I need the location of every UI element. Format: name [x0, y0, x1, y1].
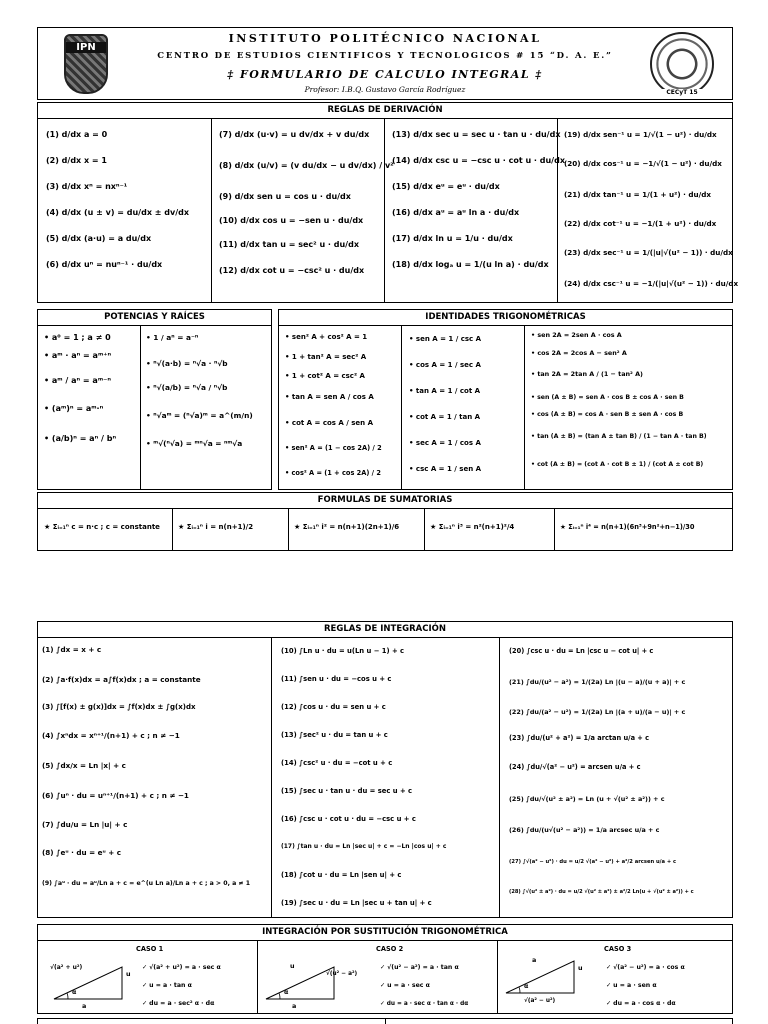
integral-14: (14) ∫csc² u · du = −cot u + c [281, 759, 393, 767]
integral-13: (13) ∫sec² u · du = tan u + c [281, 731, 388, 739]
case-2-hyp: u [290, 962, 295, 970]
integral-8: (8) ∫eᵘ · du = eᵘ + c [42, 848, 122, 857]
identity-3-3: • tan 2A = 2tan A / (1 − tan² A) [531, 369, 643, 379]
institute-name: INSTITUTO POLITÉCNICO NACIONAL [228, 32, 542, 45]
integral-26: (26) ∫du/(u√(u² − a²)) = 1/a arcsec u/a + c [509, 826, 660, 834]
formula-d18: (18) d/dx logₐ u = 1/(u ln a) · du/dx [392, 260, 549, 269]
formula-d16: (16) d/dx aᵘ = aᵘ ln a · du/dx [392, 208, 520, 217]
case-2-item-2: ✓ u = a · sec α [380, 981, 430, 991]
next-section-edge [37, 1018, 733, 1024]
formula-d12: (12) d/dx cot u = −csc² u · du/dx [219, 266, 365, 275]
summation-4: ★ Σᵢ₌₁ⁿ i³ = n²(n+1)²/4 [430, 522, 514, 532]
formula-d21: (21) d/dx tan⁻¹ u = 1/(1 + u²) · du/dx [564, 190, 712, 199]
case-3-opp: u [578, 964, 583, 972]
integration-title: REGLAS DE INTEGRACIÓN [38, 622, 732, 638]
identity-2-4: • cot A = 1 / tan A [409, 412, 480, 422]
case-2-item-3: ✓ du = a · sec α · tan α · dα [380, 999, 468, 1009]
summation-2: ★ Σᵢ₌₁ⁿ i = n(n+1)/2 [178, 522, 253, 532]
root-rule-1: • 1 / aⁿ = a⁻ⁿ [146, 333, 198, 343]
case-1-adj: a [82, 1002, 87, 1010]
formula-d3: (3) d/dx xⁿ = nxⁿ⁻¹ [46, 182, 128, 191]
identity-1-7: • cos² A = (1 + cos 2A) / 2 [285, 468, 381, 478]
integral-21: (21) ∫du/(u² − a²) = 1/(2a) Ln |(u − a)/(u + a)| + c [509, 678, 686, 686]
integral-24: (24) ∫du/√(a² − u²) = arcsen u/a + c [509, 763, 641, 771]
case-3-hyp: a [532, 956, 537, 964]
derivation-title: REGLAS DE DERIVACIÓN [38, 103, 732, 119]
identity-2-5: • sec A = 1 / cos A [409, 438, 481, 448]
formula-d8: (8) d/dx (u/v) = (v du/dx − u dv/dx) / v² [219, 161, 394, 170]
case-1-item-1: ✓ √(a² + u²) = a · sec α [142, 963, 221, 973]
identity-3-4: • sen (A ± B) = sen A · cos B ± cos A · sen B [531, 393, 684, 403]
derivation-rules [37, 102, 739, 303]
case-2-label: CASO 2 [376, 945, 404, 953]
root-rule-3: • ⁿ√(a/b) = ⁿ√a / ⁿ√b [146, 383, 227, 393]
formula-d23: (23) d/dx sec⁻¹ u = 1/(|u|√(u² − 1)) · du/dx [564, 248, 733, 257]
identity-2-1: • sen A = 1 / csc A [409, 334, 481, 344]
formula-d13: (13) d/dx sec u = sec u · tan u · du/dx [392, 130, 561, 139]
integral-12: (12) ∫cos u · du = sen u + c [281, 703, 386, 711]
powers-title: POTENCIAS Y RAÍCES [38, 310, 271, 326]
integral-17: (17) ∫tan u · du = Ln |sec u| + c = −Ln |cos u| + c [281, 843, 447, 850]
integration-rules [37, 621, 733, 918]
header-box [37, 27, 733, 100]
identity-1-6: • sen² A = (1 − cos 2A) / 2 [285, 443, 382, 453]
case-3-label: CASO 3 [604, 945, 632, 953]
summation-5: ★ Σᵢ₌₁ⁿ i⁴ = n(n+1)(6n³+9n²+n−1)/30 [560, 522, 694, 532]
identity-2-6: • csc A = 1 / sen A [409, 464, 481, 474]
integral-15: (15) ∫sec u · tan u · du = sec u + c [281, 787, 413, 795]
identity-1-5: • cot A = cos A / sen A [285, 418, 373, 428]
identity-3-7: • cot (A ± B) = (cot A · cot B ± 1) / (cot A ± cot B) [531, 460, 703, 470]
formula-d7: (7) d/dx (u·v) = u dv/dx + v du/dx [219, 130, 370, 139]
integral-10: (10) ∫Ln u · du = u(Ln u − 1) + c [281, 647, 405, 655]
identity-3-5: • cos (A ± B) = cos A · sen B ± sen A · cos B [531, 410, 683, 420]
next-section-divider [385, 1019, 386, 1024]
integral-22: (22) ∫du/(a² − u²) = 1/(2a) Ln |(a + u)/(a − u)| + c [509, 708, 686, 716]
identity-1-3: • 1 + cot² A = csc² A [285, 371, 365, 381]
formula-d10: (10) d/dx cos u = −sen u · du/dx [219, 216, 364, 225]
case-1-opp: u [126, 970, 131, 978]
integral-9: (9) ∫aᵘ · du = aᵘ/Ln a + c = e^(u Ln a)/Ln a + c ; a > 0, a ≠ 1 [42, 880, 251, 887]
summation-3: ★ Σᵢ₌₁ⁿ i² = n(n+1)(2n+1)/6 [294, 522, 399, 532]
formula-d15: (15) d/dx eᵘ = eᵘ · du/dx [392, 182, 500, 191]
formula-d11: (11) d/dx tan u = sec² u · du/dx [219, 240, 359, 249]
integral-2: (2) ∫a·f(x)dx = a∫f(x)dx ; a = constante [42, 675, 201, 684]
formula-d17: (17) d/dx ln u = 1/u · du/dx [392, 234, 513, 243]
formula-d5: (5) d/dx (a·u) = a du/dx [46, 234, 152, 243]
summation-1: ★ Σᵢ₌₁ⁿ c = n·c ; c = constante [44, 522, 160, 532]
identity-3-2: • cos 2A = 2cos A − sen² A [531, 348, 627, 358]
power-rule-5: • (a/b)ⁿ = aⁿ / bⁿ [44, 434, 116, 444]
formula-d6: (6) d/dx uⁿ = nuⁿ⁻¹ · du/dx [46, 260, 163, 269]
identity-2-2: • cos A = 1 / sec A [409, 360, 481, 370]
formula-d19: (19) d/dx sen⁻¹ u = 1/√(1 − u²) · du/dx [564, 130, 717, 139]
case-1-hyp: √(a² + u²) [50, 964, 83, 971]
power-rule-4: • (aᵐ)ⁿ = aᵐ·ⁿ [44, 404, 103, 414]
case-1-alpha: α [72, 988, 77, 996]
integral-3: (3) ∫[f(x) ± g(x)]dx = ∫f(x)dx ± ∫g(x)dx [42, 703, 196, 711]
integral-19: (19) ∫sec u · du = Ln |sec u + tan u| + c [281, 899, 432, 907]
root-rule-2: • ⁿ√(a·b) = ⁿ√a · ⁿ√b [146, 359, 228, 369]
case-1-item-3: ✓ du = a · sec² α · dα [142, 999, 214, 1009]
identity-3-6: • tan (A ± B) = (tan A ± tan B) / (1 − tan A · tan B) [531, 432, 707, 442]
case-3-alpha: α [524, 982, 529, 990]
formula-d22: (22) d/dx cot⁻¹ u = −1/(1 + u²) · du/dx [564, 219, 717, 228]
ipn-logo: IPN [64, 34, 108, 94]
formula-d14: (14) d/dx csc u = −csc u · cot u · du/dx [392, 156, 565, 165]
integral-7: (7) ∫du/u = Ln |u| + c [42, 820, 128, 829]
case-3-item-3: ✓ du = a · cos α · dα [606, 999, 676, 1009]
formula-d4: (4) d/dx (u ± v) = du/dx ± dv/dx [46, 208, 190, 217]
identities-col-1 [279, 326, 401, 489]
cecyt-logo: CECyT 15 [650, 32, 714, 96]
integral-28: (28) ∫√(u² ± a²) · du = u/2 √(u² ± a²) ± a²/2 Ln(u + √(u² ± a²)) + c [509, 889, 694, 895]
identity-1-1: • sen² A + cos² A = 1 [285, 332, 367, 342]
root-rule-4: • ⁿ√aᵐ = (ⁿ√a)ᵐ = a^(m/n) [146, 411, 253, 421]
formula-d20: (20) d/dx cos⁻¹ u = −1/√(1 − u²) · du/dx [564, 159, 722, 168]
identities-title: IDENTIDADES TRIGONOMÉTRICAS [279, 310, 732, 326]
root-rule-5: • ᵐ√(ⁿ√a) = ᵐⁿ√a = ⁿᵐ√a [146, 439, 242, 449]
case-3-triangle [504, 959, 576, 995]
integral-23: (23) ∫du/(u² + a²) = 1/a arctan u/a + c [509, 734, 650, 742]
integral-6: (6) ∫uⁿ · du = uⁿ⁺¹/(n+1) + c ; n ≠ −1 [42, 791, 189, 800]
power-rule-3: • aᵐ / aⁿ = aᵐ⁻ⁿ [44, 376, 111, 386]
case-2-adj: a [292, 1002, 297, 1010]
integral-1: (1) ∫dx = x + c [42, 645, 102, 654]
summation-title: FORMULAS DE SUMATORIAS [38, 493, 732, 509]
formula-d24: (24) d/dx csc⁻¹ u = −1/(|u|√(u² − 1)) · du/dx [564, 279, 739, 288]
identity-3-1: • sen 2A = 2sen A · cos A [531, 330, 622, 340]
case-3-adj: √(a² − u²) [524, 998, 556, 1004]
integral-16: (16) ∫csc u · cot u · du = −csc u + c [281, 815, 416, 823]
formula-d9: (9) d/dx sen u = cos u · du/dx [219, 192, 351, 201]
case-1-item-2: ✓ u = a · tan α [142, 981, 192, 991]
integral-5: (5) ∫dx/x = Ln |x| + c [42, 761, 126, 770]
summation-formulas [37, 492, 733, 551]
case-2-alpha: α [284, 988, 289, 996]
integral-27: (27) ∫√(a² − u²) · du = u/2 √(a² − u²) + a²/2 arcsen u/a + c [509, 859, 677, 865]
power-rule-2: • aᵐ · aⁿ = aᵐ⁺ⁿ [44, 351, 111, 361]
professor-name: Profesor: I.B.Q. Gustavo García Rodríguez [304, 85, 466, 94]
trig-identities [278, 309, 733, 490]
formula-d1: (1) d/dx a = 0 [46, 130, 108, 139]
powers-col-2 [140, 326, 273, 489]
identity-2-3: • tan A = 1 / cot A [409, 386, 480, 396]
derivation-col-4 [557, 119, 734, 302]
formula-d2: (2) d/dx x = 1 [46, 156, 107, 165]
integral-4: (4) ∫xⁿdx = xⁿ⁺¹/(n+1) + c ; n ≠ −1 [42, 731, 180, 740]
case-1-label: CASO 1 [136, 945, 164, 953]
power-rule-1: • a⁰ = 1 ; a ≠ 0 [44, 333, 111, 343]
powers-roots [37, 309, 272, 490]
trig-substitution [37, 924, 733, 1014]
case-3-item-2: ✓ u = a · sen α [606, 981, 657, 991]
identity-1-4: • tan A = sen A / cos A [285, 392, 374, 402]
integral-18: (18) ∫cot u · du = Ln |sen u| + c [281, 871, 402, 879]
substitution-title: INTEGRACIÓN POR SUSTITUCIÓN TRIGONOMÉTRICA [38, 925, 732, 941]
case-2-item-1: ✓ √(u² − a²) = a · tan α [380, 963, 459, 973]
case-2-opp: √(u² − a²) [326, 971, 358, 977]
case-3-item-1: ✓ √(a² − u²) = a · cos α [606, 963, 685, 973]
integral-25: (25) ∫du/√(u² ± a²) = Ln (u + √(u² ± a²)) + c [509, 795, 665, 803]
integral-11: (11) ∫sen u · du = −cos u + c [281, 675, 392, 683]
center-name: CENTRO DE ESTUDIOS CIENTIFICOS Y TECNOLOGICOS # 15 “D. A. E.” [157, 51, 613, 61]
document-title: ‡ FORMULARIO DE CALCULO INTEGRAL ‡ [227, 68, 543, 81]
identity-1-2: • 1 + tan² A = sec² A [285, 352, 366, 362]
integral-20: (20) ∫csc u · du = Ln |csc u − cot u| + c [509, 647, 654, 655]
